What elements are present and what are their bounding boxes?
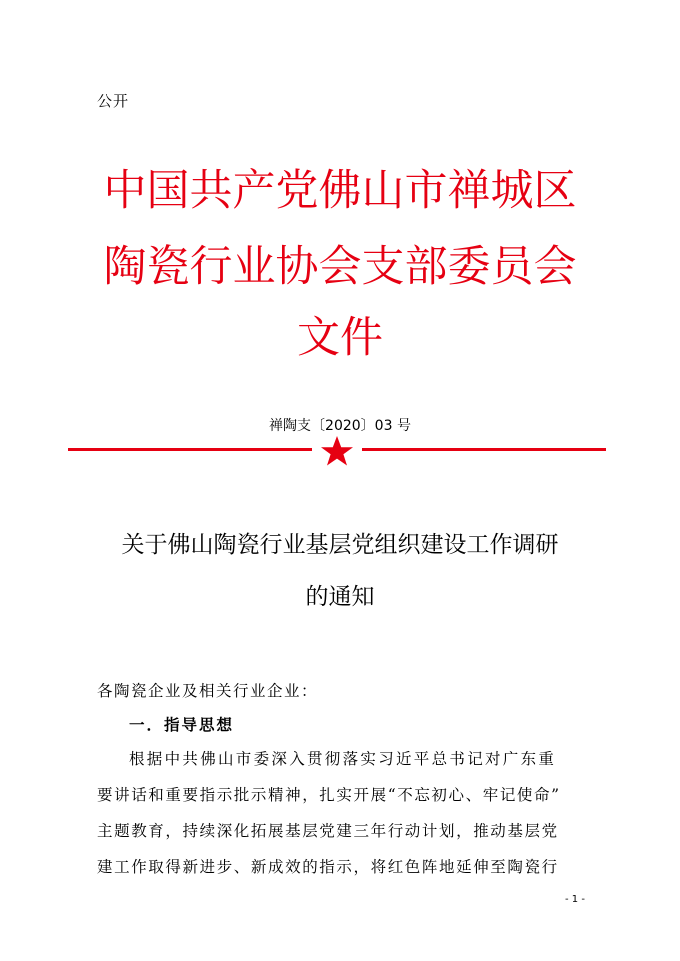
red-divider-left [68, 448, 312, 451]
notice-title-line-1: 关于佛山陶瓷行业基层党组织建设工作调研 [121, 532, 559, 558]
header-title-line-2: 陶瓷行业协会支部委员会 [103, 242, 577, 292]
star-icon [317, 435, 357, 467]
addressee: 各陶瓷企业及相关行业企业： [97, 682, 319, 700]
header-title-line-3: 文件 [297, 313, 383, 363]
section-heading: 一．指导思想 [129, 715, 235, 734]
classification-label: 公开 [97, 92, 130, 110]
paragraph-line: 建工作取得新进步、新成效的指示，将红色阵地延伸至陶瓷行 [97, 858, 559, 876]
paragraph-line: 主题教育，持续深化拓展基层党建三年行动计划，推动基层党 [97, 822, 559, 840]
page-number: - 1 - [565, 894, 585, 905]
paragraph-line: 根据中共佛山市委深入贯彻落实习近平总书记对广东重 [129, 750, 557, 768]
header-title-line-1: 中国共产党佛山市禅城区 [103, 166, 577, 216]
document-number: 禅陶支〔2020〕03 号 [269, 418, 411, 434]
paragraph-line: 要讲话和重要指示批示精神，扎实开展“不忘初心、牢记使命” [97, 786, 561, 804]
notice-title-line-2: 的通知 [305, 584, 375, 610]
red-divider-right [362, 448, 606, 451]
